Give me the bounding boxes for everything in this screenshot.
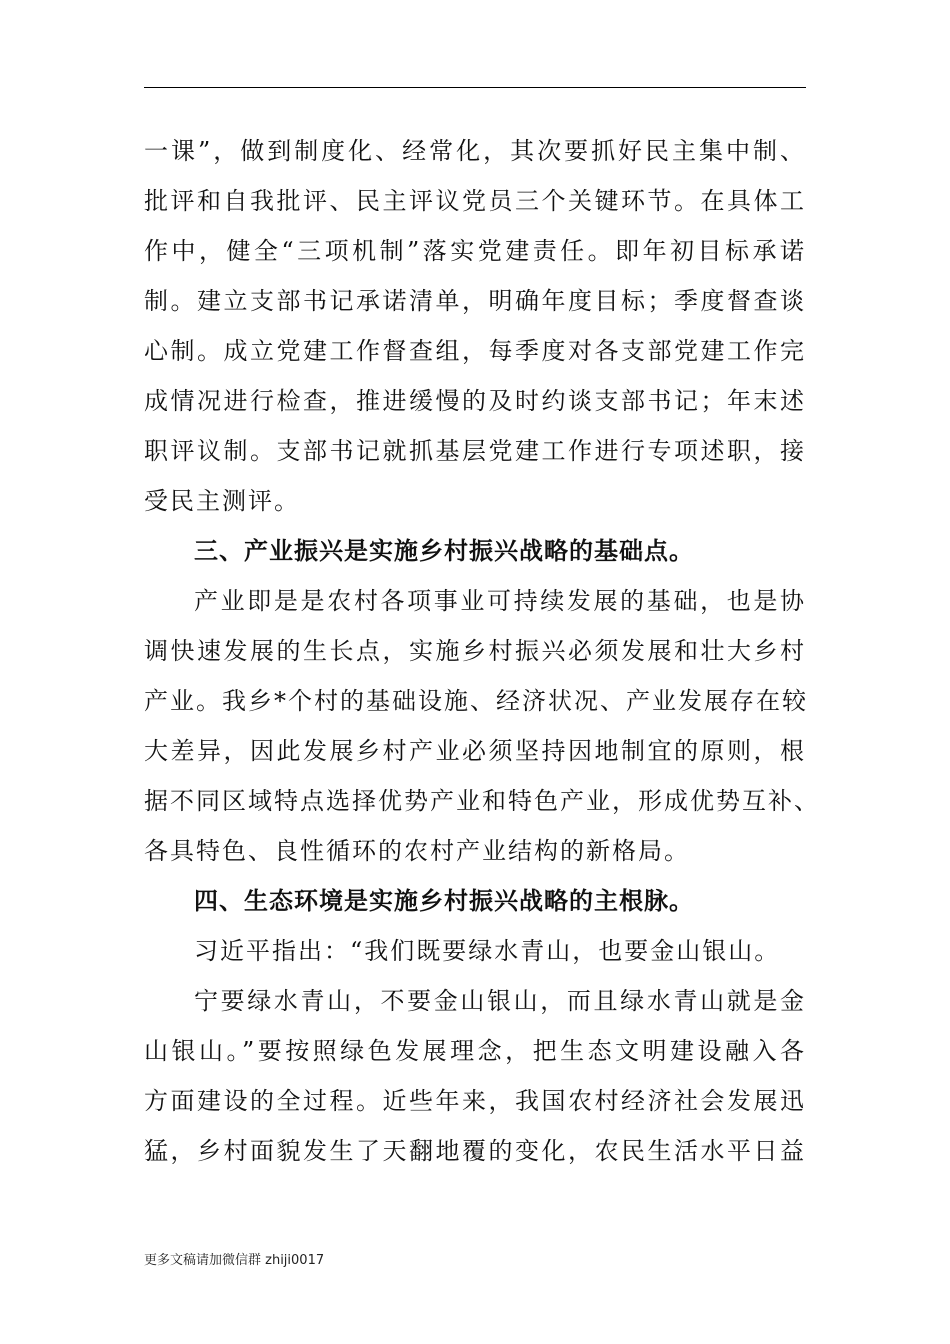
body-line: 批评和自我批评、民主评议党员三个关键环节。在具体工 [144,187,806,215]
body-line: 猛，乡村面貌发生了天翻地覆的变化，农民生活水平日益 [144,1137,806,1165]
body-line: 大差异，因此发展乡村产业必须坚持因地制宜的原则，根 [144,737,806,765]
body-line: 据不同区域特点选择优势产业和特色产业，形成优势互补、 [144,787,820,815]
body-line: 受民主测评。 [144,487,300,515]
body-line: 方面建设的全过程。近些年来，我国农村经济社会发展迅 [144,1087,806,1115]
body-line: 调快速发展的生长点，实施乡村振兴必须发展和壮大乡村 [144,637,806,665]
section-heading-4: 四、生态环境是实施乡村振兴战略的主根脉。 [194,887,694,915]
body-line: 制。建立支部书记承诺清单，明确年度目标；季度督查谈 [144,287,806,315]
body-line: 宁要绿水青山，不要金山银山，而且绿水青山就是金 [194,987,806,1015]
header-rule [144,87,806,88]
body-line: 产业即是是农村各项事业可持续发展的基础，也是协 [194,587,806,615]
body-line: 职评议制。支部书记就抓基层党建工作进行专项述职，接 [144,437,806,465]
body-line: 一课”，做到制度化、经常化，其次要抓好民主集中制、 [144,137,806,165]
body-line: 心制。成立党建工作督查组，每季度对各支部党建工作完 [144,337,806,365]
body-line: 各具特色、良性循环的农村产业结构的新格局。 [144,837,690,865]
body-line: 习近平指出：“我们既要绿水青山，也要金山银山。 [194,937,781,965]
document-body [144,126,820,1176]
body-line: 成情况进行检查，推进缓慢的及时约谈支部书记；年末述 [144,387,806,415]
body-line: 作中，健全“三项机制”落实党建责任。即年初目标承诺 [144,237,806,265]
footer-note: 更多文稿请加微信群 zhiji0017 [144,1253,325,1268]
body-line: 山银山。”要按照绿色发展理念，把生态文明建设融入各 [144,1037,806,1065]
section-heading-3: 三、产业振兴是实施乡村振兴战略的基础点。 [194,537,694,565]
body-line: 产业。我乡*个村的基础设施、经济状况、产业发展存在较 [144,687,808,715]
